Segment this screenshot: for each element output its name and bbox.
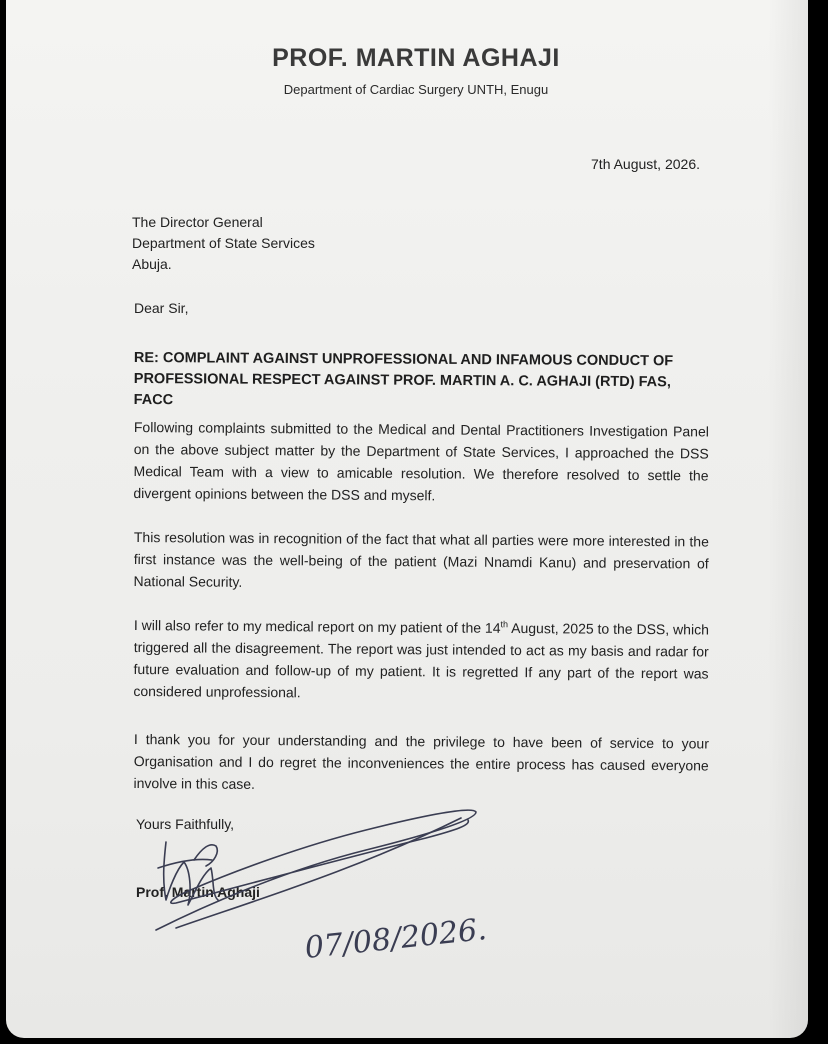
letter-page (6, 0, 808, 1038)
signer-name: Prof. Martin Aghaji (136, 884, 260, 900)
closing: Yours Faithfully, (136, 816, 235, 832)
subject-line: PROFESSIONAL RESPECT AGAINST PROF. MARTIN A. C. AGHAJI (RTD) FAS, FACC (133, 370, 671, 409)
letter-date: 7th August, 2026. (591, 156, 700, 172)
body-paragraph: This resolution was in recognition of the fact that what all parties were more interested in the first instance was the well-being of the patient (Mazi Nnamdi Kanu) and preservation of National Security. (133, 528, 709, 590)
letterhead-name: PROF. MARTIN AGHAJI (272, 44, 560, 72)
paragraph-text: August, 2025 to the DSS, which triggered all the disagreement. The report was just intended to act as my basis and radar for future evaluation and follow-up of my patient. It is regretted If any part of the report was considered unprofessional. (133, 619, 709, 701)
letterhead-department: Department of Cardiac Surgery UNTH, Enugu (283, 82, 549, 97)
recipient-address (132, 212, 315, 275)
recipient-line: Department of State Services (132, 235, 315, 251)
body-paragraph (133, 614, 709, 707)
salutation: Dear Sir, (134, 300, 189, 316)
subject-heading (134, 348, 694, 414)
letter-content (6, 0, 808, 1038)
recipient-line: Abuja. (132, 256, 172, 272)
body-paragraph: Following complaints submitted to the Medical and Dental Practitioners Investigation Panel on the above subject matter by the Department of State Services, I approached the DSS Medical Team with a view to amicable resolution. We therefore resolved to settle the divergent opinions between the DSS and myself. (133, 418, 709, 504)
ordinal-suffix: th (500, 619, 509, 630)
recipient-line: The Director General (132, 214, 263, 230)
body-paragraph: I thank you for your understanding and the privilege to have been of service to your Organisation and I do regret the inconveniences the entire process has caused everyone involve in this case. (133, 730, 709, 792)
subject-line: RE: COMPLAINT AGAINST UNPROFESSIONAL AND INFAMOUS CONDUCT OF (133, 349, 674, 370)
handwritten-date: 07/08/2026. (303, 912, 489, 966)
paragraph-text: I will also refer to my medical report on my patient of the 14 (133, 616, 501, 636)
